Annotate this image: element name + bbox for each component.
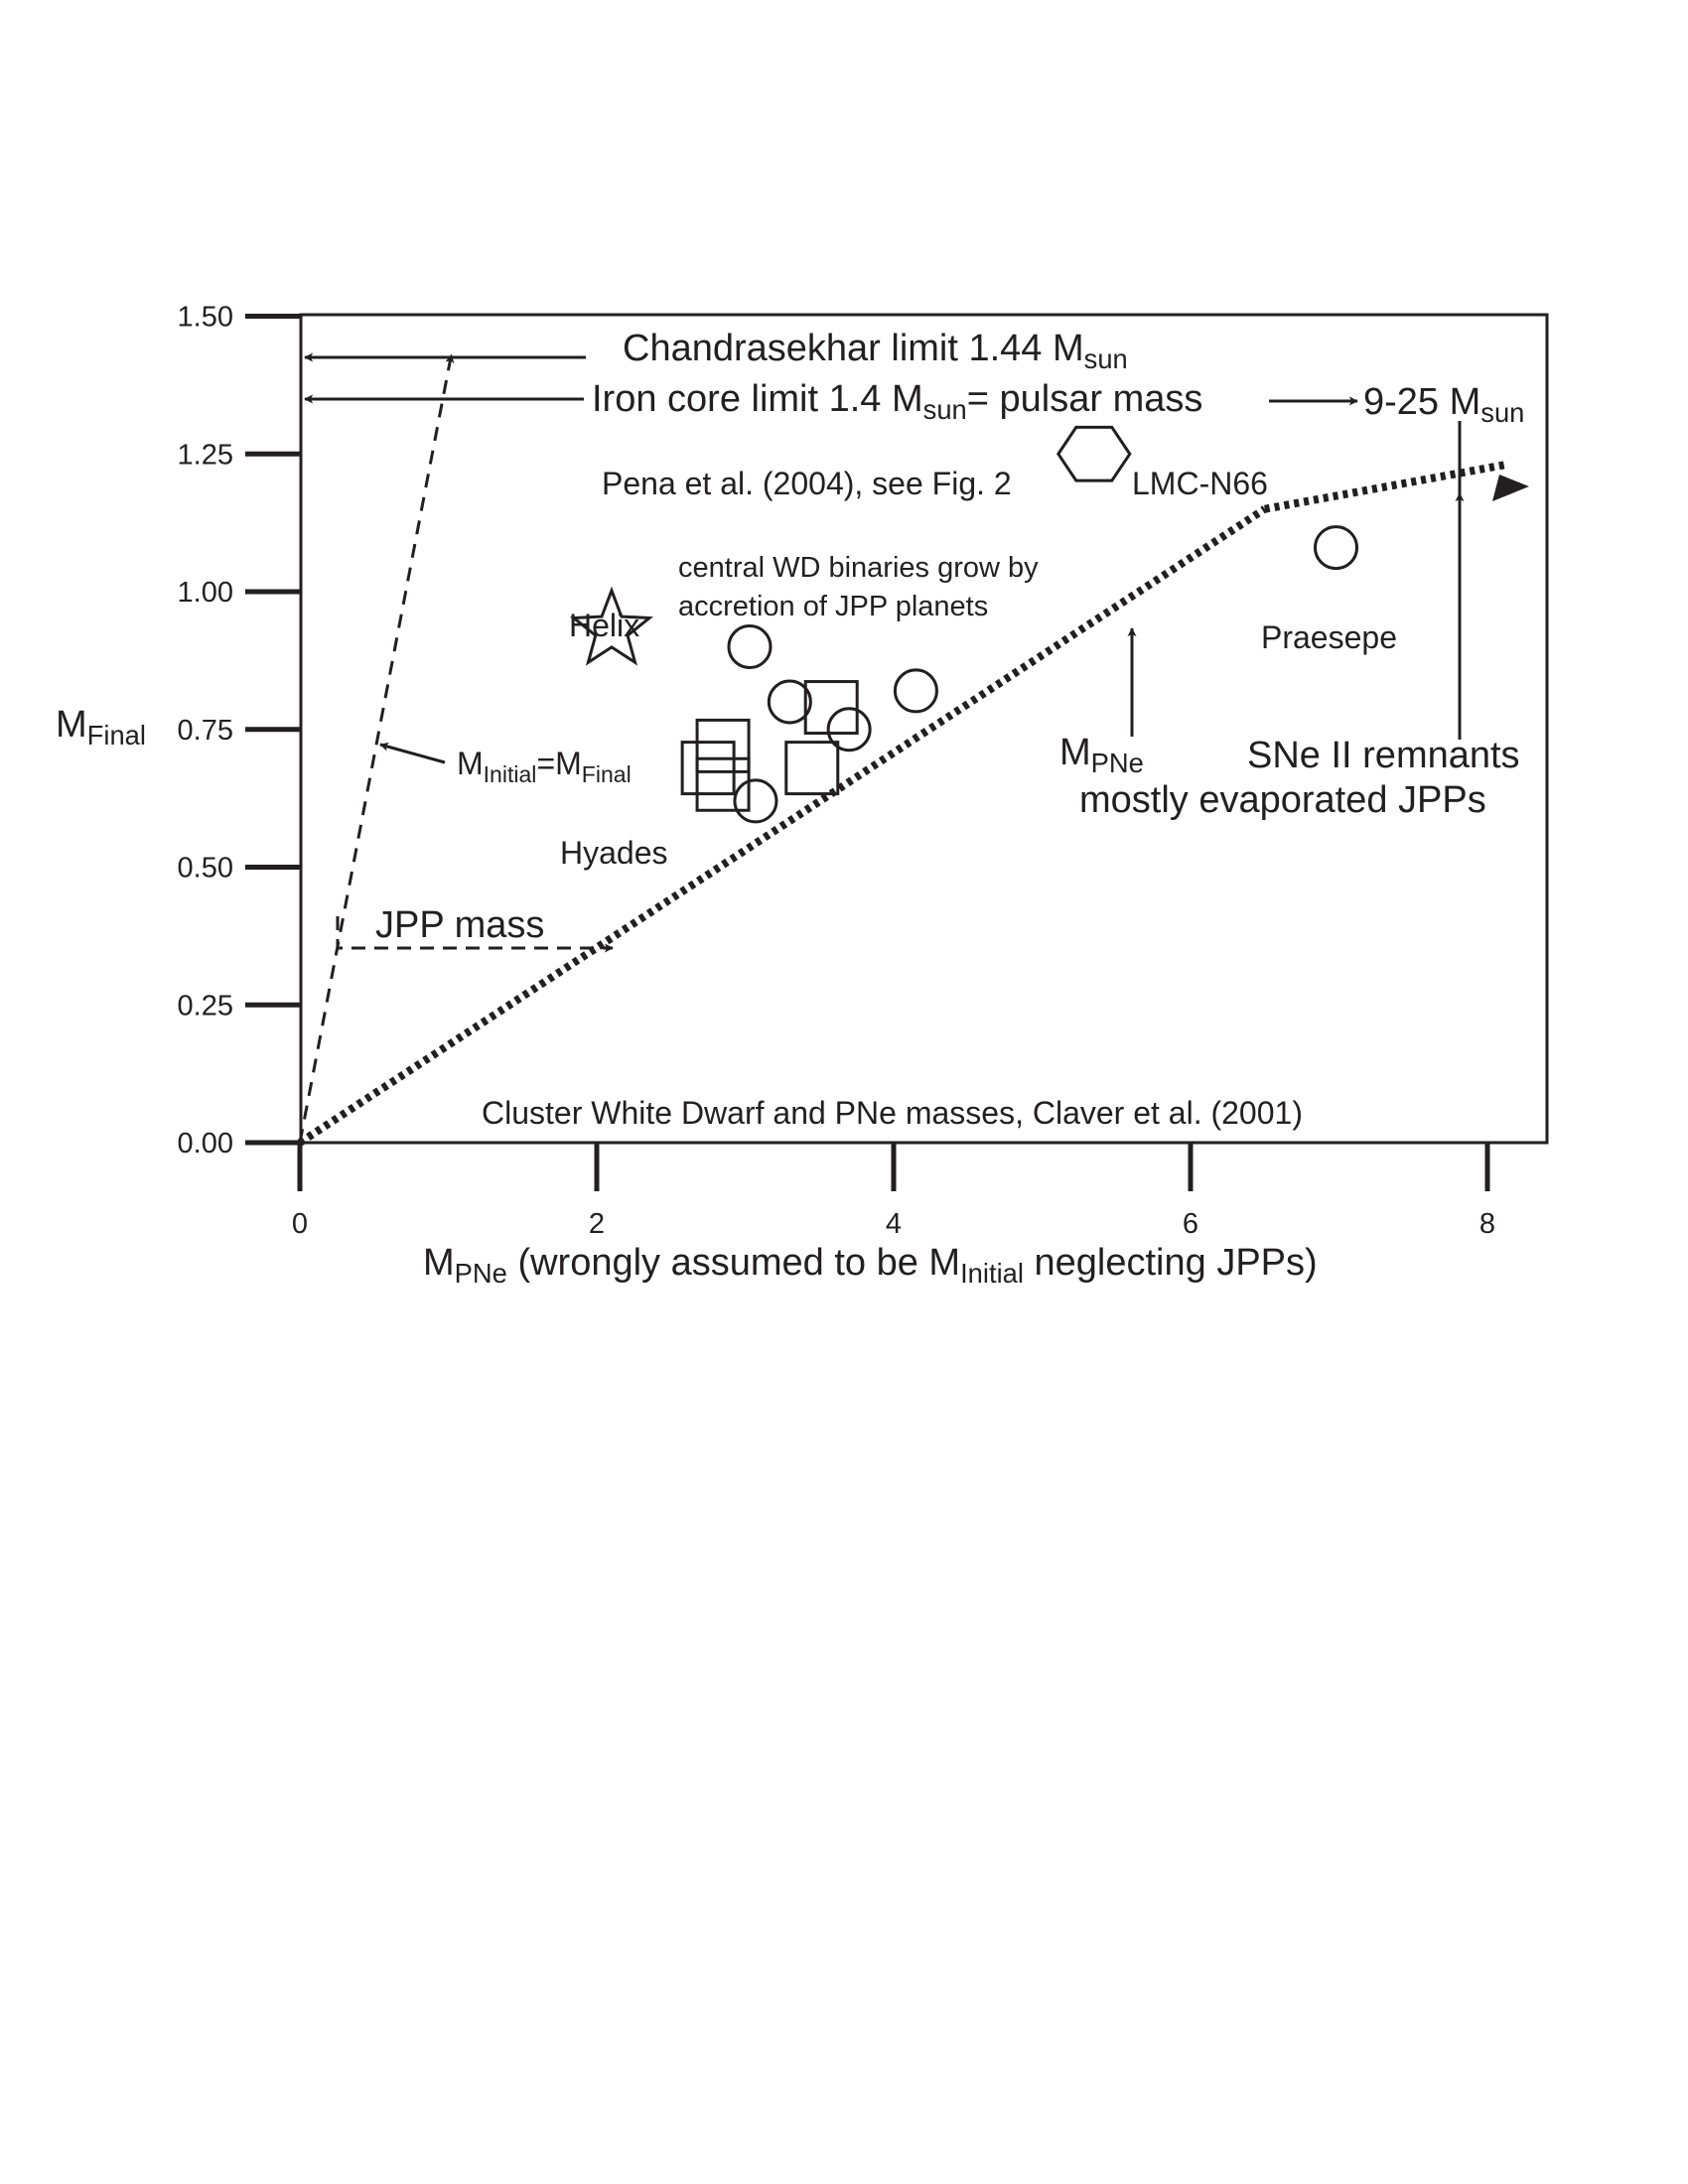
minitial-equals-mfinal-label: $M_{Initial}=M_{Final}$: [457, 746, 632, 787]
praesepe-label: Praesepe: [1261, 619, 1397, 655]
x-tick-label-2: 2: [588, 1208, 606, 1240]
mpne-line-arrowhead: [1492, 475, 1529, 501]
hyades-label: Hyades: [560, 835, 668, 871]
y-tick-label-1.25: 1.25: [177, 439, 233, 472]
minitial-label-arrow: [380, 745, 445, 762]
square-marker-2: [697, 720, 749, 771]
evaporated-jpps-label: mostly evaporated JPPs: [1079, 779, 1486, 821]
square-marker-4: [682, 743, 734, 794]
cluster-source-label: Cluster White Dwarf and PNe masses, Claver et al. (2001): [482, 1095, 1303, 1131]
x-tick-label-8: 8: [1478, 1208, 1496, 1240]
chandrasekhar-label: Chandrasekhar limit 1.44 $M_{sun}$: [623, 328, 1128, 374]
y-tick-label-1.00: 1.00: [177, 577, 233, 609]
jpp-mass-label: JPP mass: [375, 904, 545, 946]
mass-range-label: 9-25 $M_{sun}$: [1363, 381, 1525, 428]
circle-marker-6: [1316, 527, 1357, 569]
y-tick-label-0.25: 0.25: [177, 990, 233, 1023]
y-tick-label-0.50: 0.50: [177, 852, 233, 885]
circle-marker-1: [729, 626, 771, 668]
wd-binaries-label-line2: accretion of JPP planets: [678, 591, 989, 622]
x-tick-label-4: 4: [885, 1208, 903, 1240]
x-axis-title: $M_{PNe}$ (wrongly assumed to be $M_{Initial}$ neglecting JPPs): [423, 1242, 1318, 1289]
minitial-equals-mfinal-dashed-line: [300, 354, 451, 1143]
pena-label: Pena et al. (2004), see Fig. 2: [602, 466, 1012, 501]
circle-marker-4: [895, 670, 936, 712]
y-axis-title: $M_{Final}$: [56, 704, 146, 751]
y-tick-label-0.00: 0.00: [177, 1128, 233, 1160]
y-tick-label-0.75: 0.75: [177, 714, 233, 747]
lmc-n66-label: LMC-N66: [1132, 466, 1268, 501]
y-axis-ticks: [178, 302, 300, 1160]
y-tick-label-1.50: 1.50: [177, 301, 233, 334]
x-axis-ticks: [292, 1143, 1495, 1240]
circle-marker-5: [735, 780, 776, 822]
lmc-n66-hexagon-marker: [1058, 427, 1130, 480]
x-tick-label-0: 0: [291, 1208, 309, 1240]
x-tick-label-6: 6: [1182, 1208, 1199, 1240]
circle-marker-3: [828, 709, 870, 751]
sne-remnants-label: SNe II remnants: [1247, 735, 1520, 776]
iron-core-label: Iron core limit 1.4 $M_{sun}=$ pulsar mass: [592, 378, 1203, 425]
helix-label: Helix: [569, 608, 640, 643]
square-marker-5: [786, 743, 838, 794]
wd-binaries-label-line1: central WD binaries grow by: [678, 552, 1039, 584]
mpne-label: $M_{PNe}$: [1059, 732, 1144, 778]
mpne-dotted-line-upper: [1265, 465, 1507, 509]
